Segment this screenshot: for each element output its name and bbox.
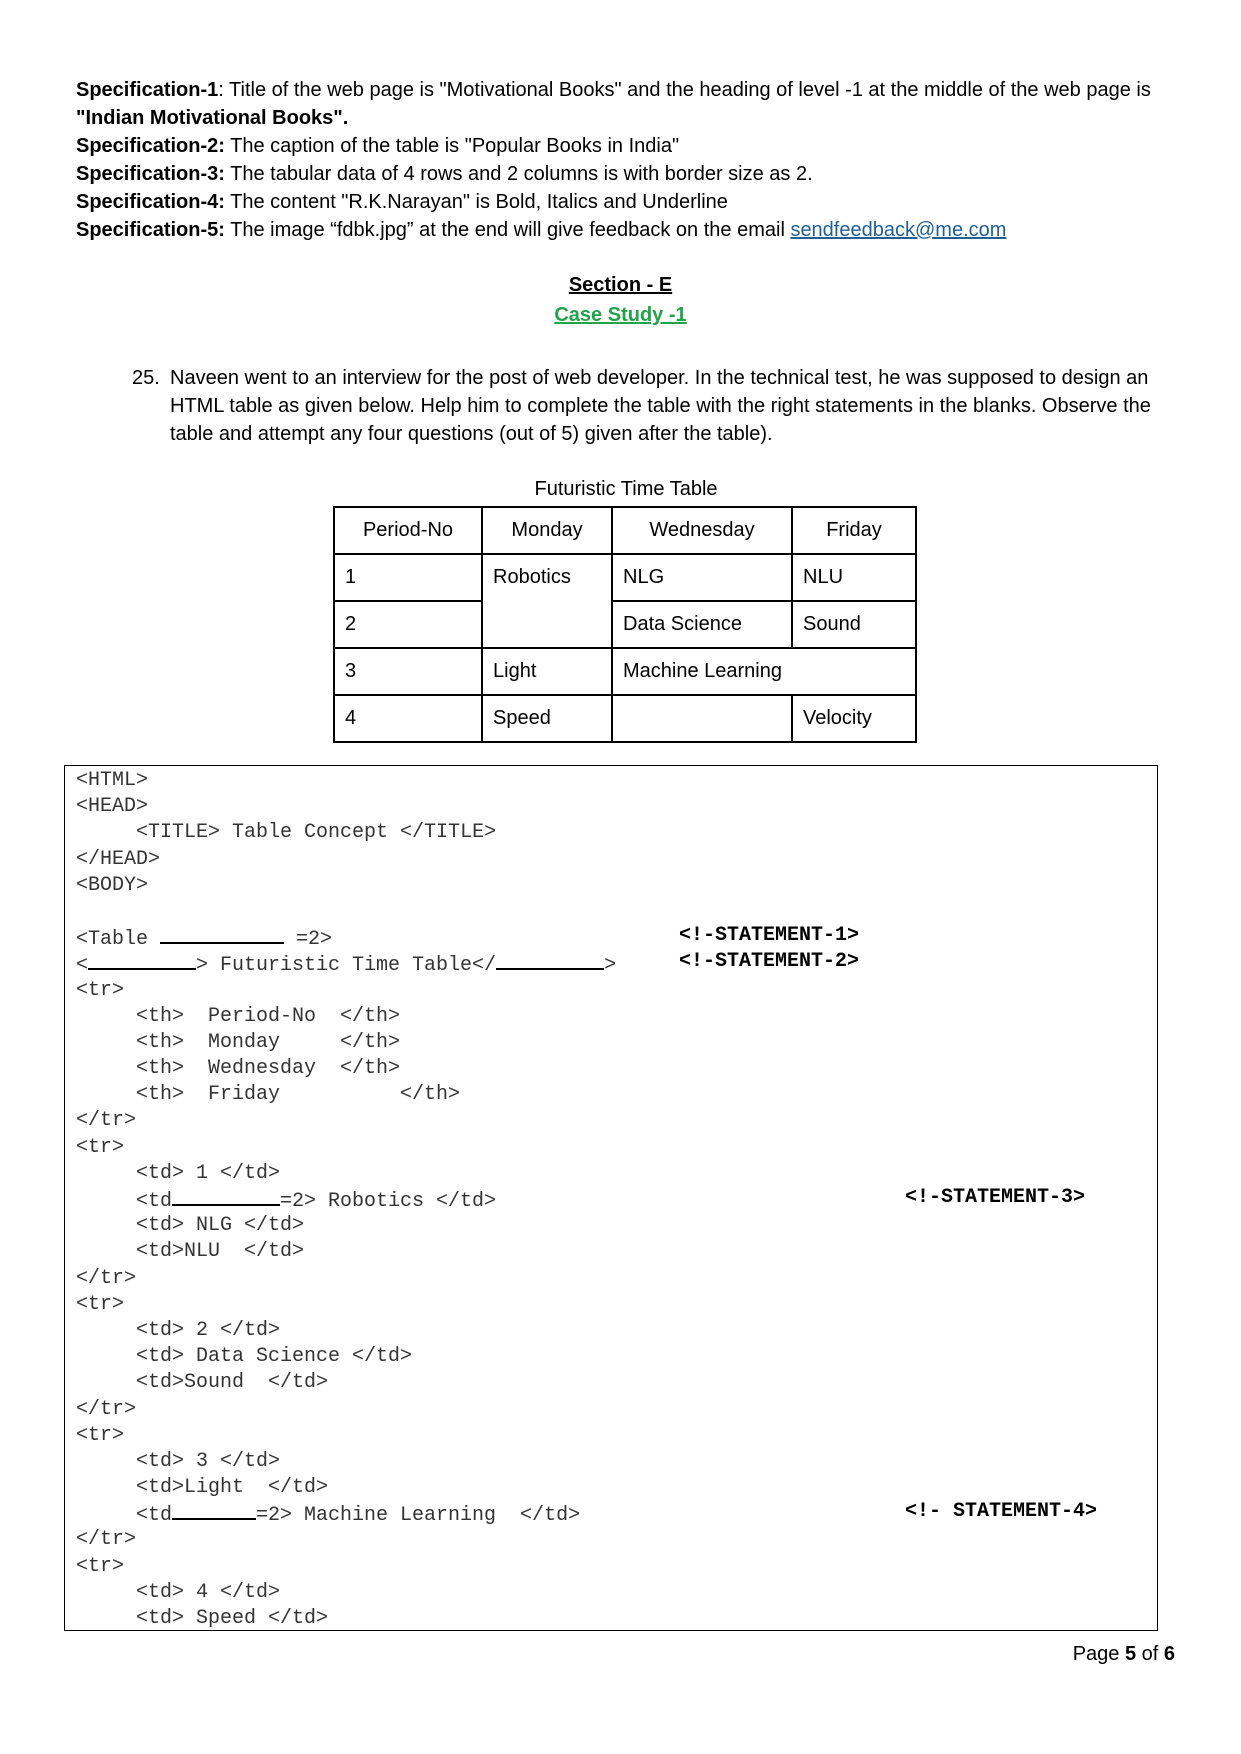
code-line: </tr> [76,1397,137,1421]
code-line: <tr> [76,978,125,1002]
code-line: <tr> [76,1292,125,1316]
section-heading: Section - E [568,274,673,296]
code-fragment: <td [76,1504,173,1528]
spec-text: Title of the web page is "Motivational Books" and the heading of level -1 at the middle of the web page is [229,79,1151,101]
timetable-caption: Futuristic Time Table [534,478,718,500]
table-cell: 1 [334,554,482,601]
spec-2 [76,132,1166,160]
table-cell: Velocity [792,695,916,742]
spec-4 [76,188,1166,216]
code-line: </tr> [76,1528,137,1552]
code-line: <th> Period-No </th> [76,1004,401,1028]
table-cell: Sound [792,601,916,648]
statement-4-comment: <!- STATEMENT-4> [905,1500,1098,1523]
spec-text: The image “fdbk.jpg” at the end will give feedback on the email [230,219,791,241]
code-fragment: > Futuristic Time Table</ [196,954,497,978]
code-line: <th> Monday </th> [76,1030,401,1054]
spec-bold-tail: "Indian Motivational Books". [76,107,349,129]
code-line: <td> 3 </td> [76,1449,281,1473]
table-cell: NLU [792,554,916,601]
code-line [76,925,616,951]
question-number: 25. [132,367,160,389]
spec-label: Specification-2: [76,135,225,157]
code-fragment: <td [76,1190,173,1213]
table-cell [612,695,792,742]
code-fragment: <Table [76,928,161,952]
table-header-cell: Period-No [334,507,482,554]
code-fragment: > [604,954,617,978]
statement-4-blank[interactable] [172,1501,256,1520]
code-fragment: =2> [284,928,333,952]
statement-2-comment: <!-STATEMENT-2> [679,950,860,973]
code-line: <th> Wednesday </th> [76,1057,401,1081]
page-middle: of [1136,1643,1164,1665]
table-cell: Data Science [612,601,792,648]
code-line: <TITLE> Table Concept </TITLE> [76,821,497,845]
code-line: <td>NLU </td> [76,1240,305,1264]
code-line: <td> NLG </td> [76,1214,305,1238]
statement-2-blank-open[interactable] [88,951,196,970]
spec-1 [76,76,1166,132]
code-line [76,1187,616,1213]
code-line: <td> Data Science </td> [76,1345,413,1369]
feedback-email-link[interactable]: sendfeedback@me.com [790,219,1007,241]
code-line: <tr> [76,1554,125,1578]
code-line: <th> Friday </th> [76,1083,461,1107]
statement-1-comment: <!-STATEMENT-1> [679,924,860,947]
spec-5 [76,216,1166,244]
page-prefix: Page [1072,1643,1125,1665]
table-header-cell: Monday [482,507,612,554]
table-cell-rowspan: Robotics [482,554,612,648]
code-fragment: =2> Machine Learning </td> [256,1504,581,1528]
spec-sep: : [218,79,230,101]
table-row [334,695,916,742]
table-cell: NLG [612,554,792,601]
code-line: <td> 4 </td> [76,1580,281,1604]
table-header-cell: Wednesday [612,507,792,554]
code-listing [76,768,616,1631]
page-number [1073,1643,1175,1666]
code-box [64,765,1158,1631]
specifications [76,76,1166,244]
spec-label: Specification-5: [76,219,225,241]
code-line: </HEAD> [76,847,161,871]
table-row [334,554,916,601]
code-line [76,1501,616,1527]
spec-3 [76,160,1166,188]
table-cell: 3 [334,648,482,695]
code-line: <td>Sound </td> [76,1371,329,1395]
table-cell-colspan: Machine Learning [612,648,916,695]
timetable [333,506,917,743]
code-line: <td> 2 </td> [76,1318,281,1342]
table-header-cell: Friday [792,507,916,554]
case-study-heading: Case Study -1 [554,304,687,326]
code-line: <BODY> [76,873,149,897]
code-line: <HTML> [76,769,149,792]
table-row [334,507,916,554]
spec-text: The tabular data of 4 rows and 2 columns is with border size as 2. [230,163,813,185]
code-line: </tr> [76,1266,137,1290]
question-text: Naveen went to an interview for the post of web developer. In the technical test, he was supposed to design an HTML table as given below. Help him to complete the table with the right statements in the blanks. Observe the table and attempt any four questions (out of 5) given after the table). [170,367,1151,445]
page-total: 6 [1163,1643,1175,1665]
code-line: <td> Speed </td> [76,1607,329,1630]
code-fragment: < [76,954,89,978]
code-line: </tr> [76,1109,137,1133]
spec-label: Specification-3: [76,163,225,185]
table-cell: Speed [482,695,612,742]
spec-label: Specification-4: [76,191,225,213]
table-cell: 4 [334,695,482,742]
code-line: <tr> [76,1423,125,1447]
table-row [334,648,916,695]
table-cell: 2 [334,601,482,648]
code-line-empty [76,899,616,925]
statement-2-blank-close[interactable] [496,951,604,970]
table-cell: Light [482,648,612,695]
code-fragment: =2> Robotics </td> [280,1190,497,1213]
code-line: <td> 1 </td> [76,1161,281,1185]
statement-3-comment: <!-STATEMENT-3> [905,1186,1086,1209]
page-current: 5 [1124,1643,1137,1665]
spec-label: Specification-1 [76,79,219,101]
statement-3-blank[interactable] [172,1187,280,1206]
code-line: <tr> [76,1135,125,1159]
code-line [76,951,616,977]
spec-text: The caption of the table is "Popular Books in India" [230,135,680,157]
table-row [334,601,916,648]
statement-1-blank[interactable] [160,925,284,944]
spec-text: The content "R.K.Narayan" is Bold, Italics and Underline [230,191,728,213]
code-line: <td>Light </td> [76,1476,329,1500]
code-line: <HEAD> [76,795,149,819]
